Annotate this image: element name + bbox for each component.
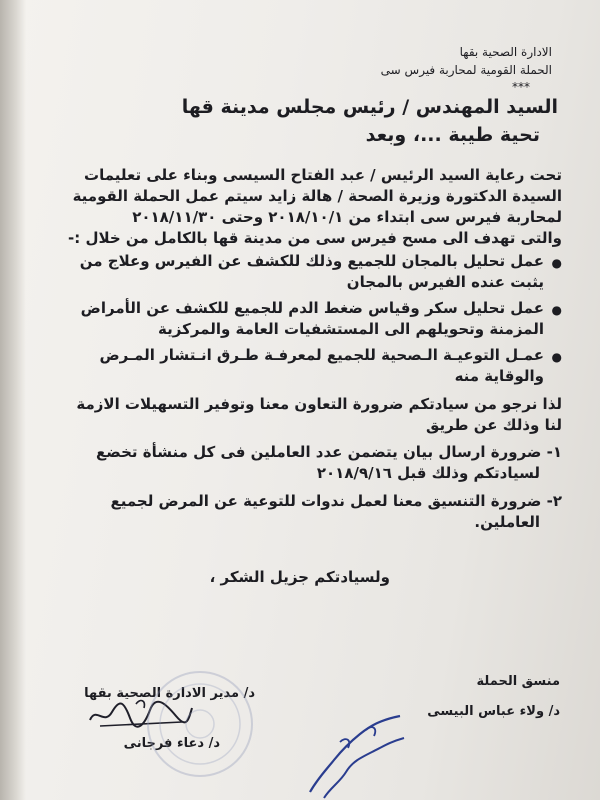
coordinator-title: منسق الحملة — [476, 674, 560, 689]
bullet-3-line-1: عمـل التوعيـة الـصحية للجميع لمعرفـة طـرق انـتشار المـرض — [99, 346, 544, 364]
bullet-1-line-1: عمل تحليل بالمجان للجميع وذلك للكشف عن الفيرس وعلاج من — [79, 252, 544, 270]
director-title: د/ مدير الادارة الصحية بقها — [84, 686, 255, 701]
official-stamp-icon — [140, 664, 260, 784]
bullet-3-line-2: والوقاية منه — [454, 367, 544, 385]
body-line-4: والتى تهدف الى مسح فيرس سى من مدينة قها بالكامل من خلال :- — [68, 229, 562, 247]
greeting-line: تحية طيبة ...، وبعد — [365, 124, 540, 146]
bullet-icon: ● — [551, 350, 562, 364]
recipient-line: السيد المهندس / رئيس مجلس مدينة قها — [181, 96, 558, 118]
request-line-2: لنا وذلك عن طريق — [425, 416, 562, 434]
header-stars: *** — [512, 80, 530, 94]
body-line-2: السيدة الدكتورة وزيرة الصحة / هالة زايد سيتم عمل الحملة القومية — [72, 187, 562, 205]
numbered-item-1-line-2: لسيادتكم وذلك قبل ٢٠١٨/٩/١٦ — [316, 464, 540, 482]
body-line-3: لمحاربة فيرس سى ابتداء من ٢٠١٨/١٠/١ وحتى ٢٠١٨/١١/٣٠ — [132, 208, 562, 226]
bullet-2-line-1: عمل تحليل سكر وقياس ضغط الدم للجميع للكشف عن الأمراض — [80, 299, 544, 317]
org-header-line-1: الادارة الصحية بقها — [459, 45, 552, 59]
numbered-item-2-line-2: العاملين. — [474, 513, 540, 531]
body-line-1: تحت رعاية السيد الرئيس / عبد الفتاح السيسى وبناء على تعليمات — [84, 166, 562, 184]
numbered-item-1-line-1: ١- ضرورة ارسال بيان يتضمن عدد العاملين فى كل منشأة تخضع — [96, 443, 562, 461]
org-header-line-2: الحملة القومية لمحاربة فيرس سى — [380, 63, 552, 77]
bullet-2-line-2: المزمنة وتحويلهم الى المستشفيات العامة والمركزية — [158, 320, 544, 338]
closing-thanks: ولسيادتكم جزيل الشكر ، — [209, 568, 390, 586]
handwritten-annotation-icon — [300, 712, 410, 800]
page-fold-shadow — [0, 0, 26, 800]
numbered-item-2-line-1: ٢- ضرورة التنسيق معنا لعمل ندوات للتوعية عن المرض لجميع — [110, 492, 562, 510]
director-name: د/ دعاء فرجانى — [123, 736, 220, 751]
coordinator-name: د/ ولاء عباس البيسى — [427, 704, 560, 719]
request-line-1: لذا نرجو من سيادتكم ضرورة التعاون معنا وتوفير التسهيلات الازمة — [76, 395, 562, 413]
bullet-icon: ● — [551, 256, 562, 270]
bullet-icon: ● — [551, 303, 562, 317]
bullet-1-line-2: يثبت عنده الفيرس بالمجان — [346, 273, 544, 291]
